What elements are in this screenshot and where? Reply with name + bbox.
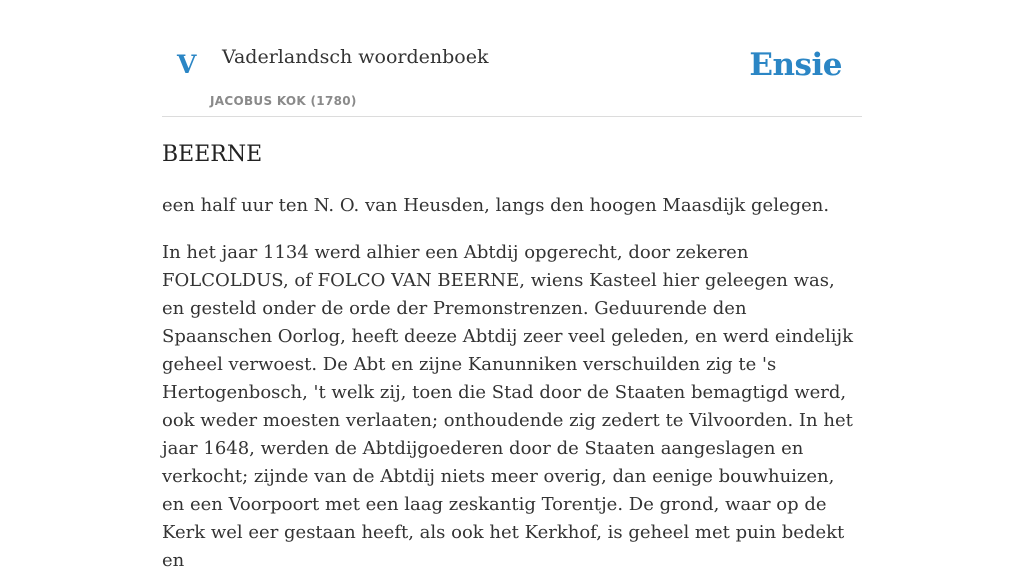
entry-title: BEERNE [162, 142, 263, 167]
entry-content [162, 140, 862, 575]
source-book-author: JACOBUS KOK (1780) [210, 94, 357, 108]
source-book-title[interactable]: Vaderlandsch woordenboek [222, 46, 489, 68]
entry-paragraph: In het jaar 1134 werd alhier een Abtdij opgerecht, door zekeren FOLCOLDUS, of FOLCO VAN BEERNE, wiens Kasteel hier geleegen was, en gesteld onder de orde der Premonstrenzen. Geduurende den Spaanschen Oorlog, heeft deeze Abtdij zeer veel geleden, en werd eindelijk geheel verwoest. De Abt en zijne Kanunniken verschuilden zig te 's Hertogenbosch, 't welk zij, toen die Stad door de Staaten bemagtigd werd, ook weder moesten verlaaten; onthoudende zig zedert te Vilvoorden. In het jaar 1648, werden de Abtdijgoederen door de Staaten aangeslagen en verkocht; zijnde van de Abtdij niets meer overig, dan eenige bouwhuizen, en een Voorpoort met een laag zeskantig Torentje. De grond, waar op de Kerk wel eer gestaan heeft, als ook het Kerkhof, is geheel met puin bedekt en [162, 242, 853, 571]
source-letter-badge[interactable]: V [177, 50, 197, 79]
ensie-logo[interactable]: Ensie [749, 47, 842, 83]
entry-paragraph: een half uur ten N. O. van Heusden, langs den hoogen Maasdijk gelegen. [162, 195, 830, 216]
page-header [162, 0, 862, 117]
